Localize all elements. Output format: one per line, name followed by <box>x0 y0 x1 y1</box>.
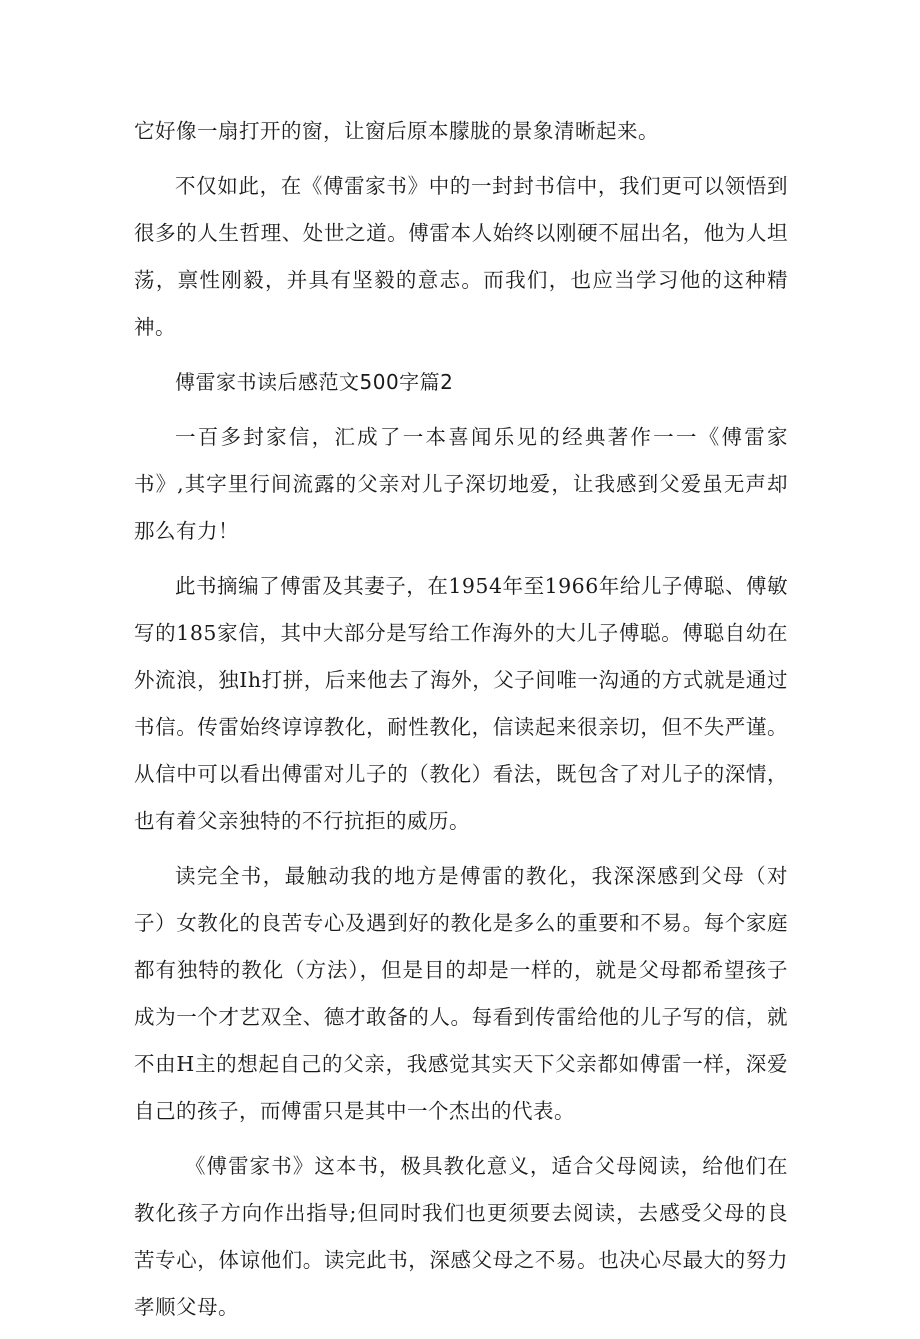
paragraph-conclusion: 《傅雷家书》这本书，极具教化意义，适合父母阅读，给他们在教化孩子方向作出指导;但同时我们也更须要去阅读，去感受父母的良苦专心，体谅他们。读完此书，深感父母之不易。也决心尽最大的努力孝顺父母。 <box>134 1154 788 1319</box>
document-body <box>134 108 788 1339</box>
paragraph-education-reflection: 读完全书，最触动我的地方是傅雷的教化，我深深感到父母（对子）女教化的良苦专心及遇到好的教化是多么的重要和不易。每个家庭都有独特的教化（方法），但是目的却是一样的，就是父母都希望孩子成为一个才艺双全、德才敢备的人。每看到传雷给他的儿子写的信，就不由H主的想起自己的父亲，我感觉其实天下父亲都如傅雷一样，深爱自己的孩子，而傅雷只是其中一个杰出的代表。 <box>134 864 788 1123</box>
paragraph-family-letters: 一百多封家信，汇成了一本喜闻乐见的经典著作一一《傅雷家书》,其字里行间流露的父亲对儿子深切地爱，让我感到父爱虽无声却那么有力！ <box>134 425 788 543</box>
paragraph-continuation: 它好像一扇打开的窗，让窗后原本朦胧的景象清晰起来。 <box>134 119 659 143</box>
section-heading: 傅雷家书读后感范文500字篇2 <box>175 370 454 394</box>
paragraph-life-philosophy: 不仅如此，在《傅雷家书》中的一封封书信中，我们更可以领悟到很多的人生哲理、处世之道。傅雷本人始终以刚硬不屈出名，他为人坦荡，禀性刚毅，并具有坚毅的意志。而我们，也应当学习他的这种精神。 <box>134 174 788 339</box>
paragraph-book-summary: 此书摘编了傅雷及其妻子，在1954年至1966年给儿子傅聪、傅敏写的185家信，其中大部分是写给工作海外的大儿子傅聪。傅聪自幼在外流浪，独Ih打拼，后来他去了海外，父子间唯一沟通的方式就是通过书信。传雷始终谆谆教化，耐性教化，信读起来很亲切，但不失严谨。从信中可以看出傅雷对儿子的（教化）看法，既包含了对儿子的深情，也有着父亲独特的不行抗拒的威历。 <box>134 574 788 833</box>
